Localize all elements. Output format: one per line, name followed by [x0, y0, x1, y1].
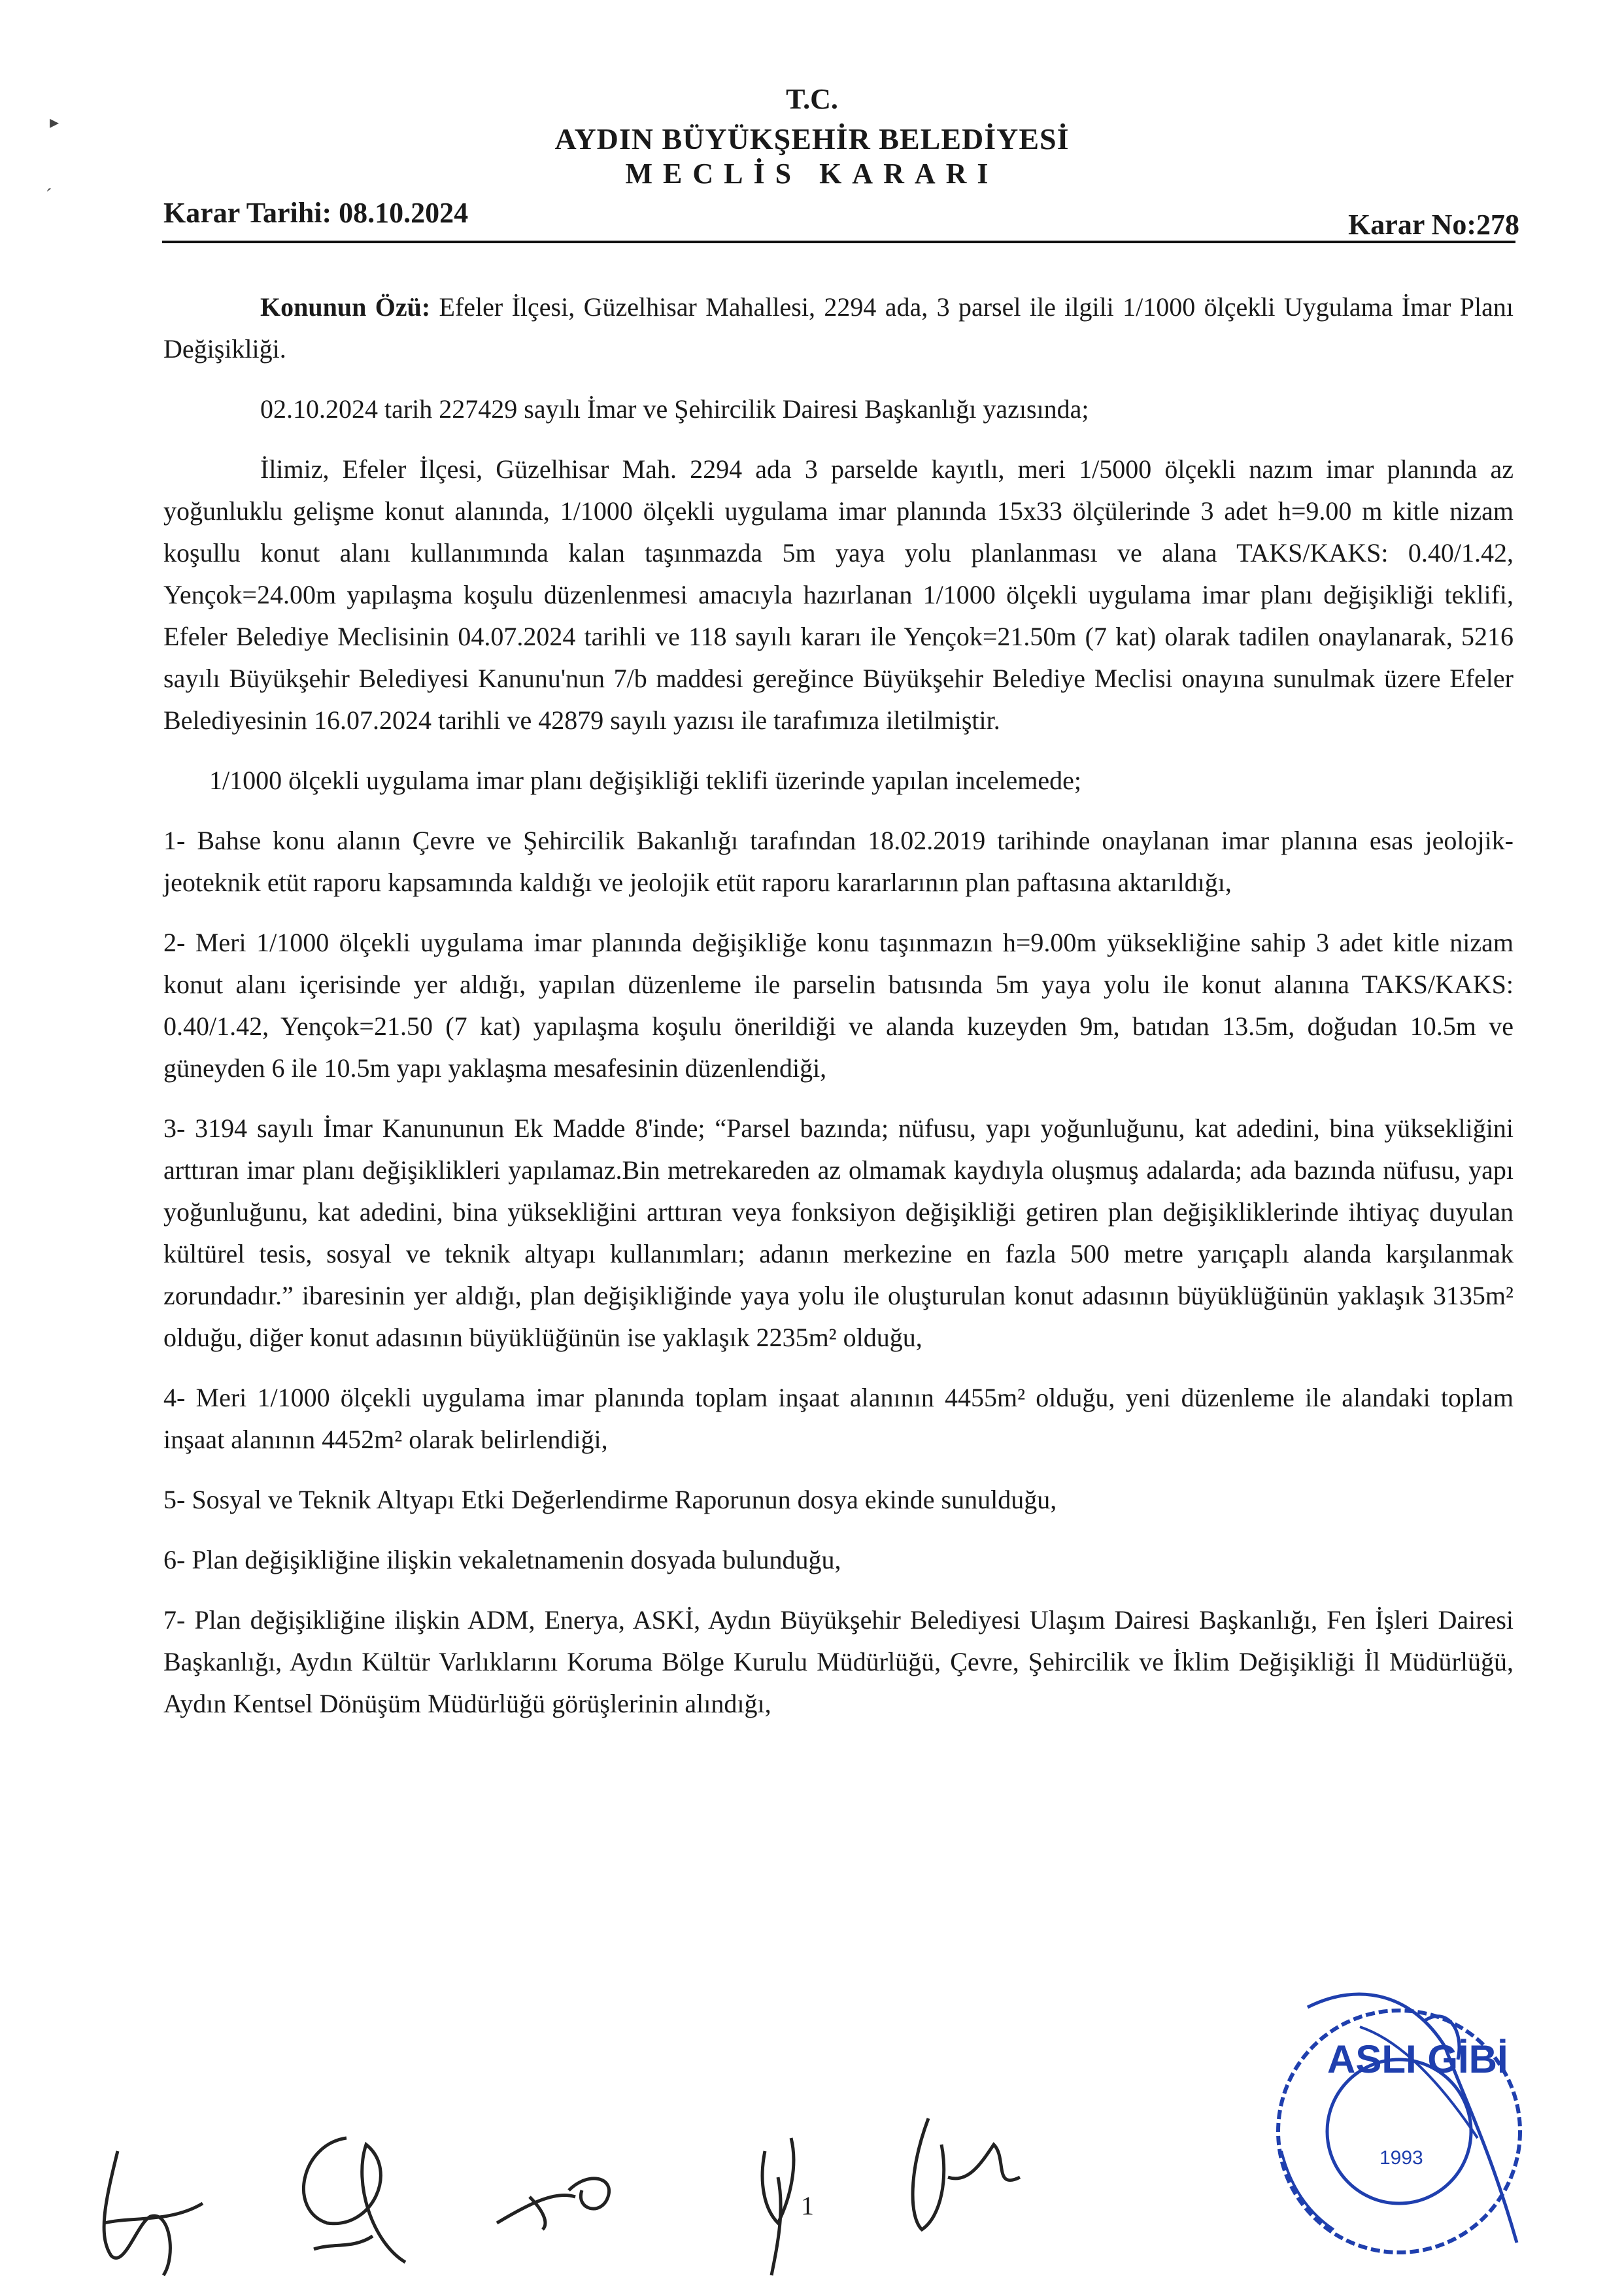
signature-3 [490, 2151, 621, 2243]
header-document-type: MECLİS KARARI [625, 158, 999, 190]
margin-marks: ▸ ˊ [46, 112, 59, 206]
list-item: 7- Plan değişikliğine ilişkin ADM, Enerya, ASKİ, Aydın Büyükşehir Belediyesi Ulaşım Dairesi Başkanlığı, Fen İşleri Dairesi Başkanlığı, Aydın Kültür Varlıklarını Koruma Bölge Kurulu Müdürlüğü, Çevre, Şehircilik ve İklim Değişikliği İl Müdürlüğü, Aydın Kentsel Dönüşüm Müdürlüğü görüşlerinin alındığı, [163, 1605, 1514, 1718]
page-number: 1 [801, 2191, 814, 2220]
decision-date: Karar Tarihi: 08.10.2024 [163, 197, 469, 229]
document-body [163, 286, 1514, 1743]
main-paragraph: İlimiz, Efeler İlçesi, Güzelhisar Mah. 2294 ada 3 parselde kayıtlı, meri 1/5000 ölçekli nazım imar planında az yoğunluklu gelişme konut alanında, 1/1000 ölçekli uygulama imar planında 15x33 ölçülerinde 3 adet h=9.00 m kitle nizam koşullu konut alanı kullanımında kalan taşınmazda 5m yaya yolu planlanması ve alana TAKS/KAKS: 0.40/1.42, Yençok=24.00m yapılaşma koşulu düzenlenmesi amacıyla hazırlanan 1/1000 ölçekli uygulama imar planı değişikliği teklifi, Efeler Belediye Meclisinin 04.07.2024 tarihli ve 118 sayılı kararı ile Yençok=21.50m (7 kat) olarak tadilen onaylanarak, 5216 sayılı Büyükşehir Belediyesi Kanunu'nun 7/b maddesi gereğince Büyükşehir Belediye Meclisi onayına sunulmak üzere Efeler Belediyesinin 16.07.2024 tarihli ve 42879 sayılı yazısı ile tarafımıza iletilmiştir. [163, 454, 1514, 735]
decision-number: Karar No:278 [1348, 209, 1519, 241]
signature-2 [275, 2118, 425, 2275]
subject-paragraph [163, 286, 1514, 370]
subject-label: Konunun Özü: [260, 292, 431, 322]
svg-text:1993: 1993 [1379, 2147, 1423, 2169]
signature-1 [78, 2125, 222, 2282]
signature-5 [896, 2105, 1026, 2249]
subject-text: Efeler İlçesi, Güzelhisar Mahallesi, 2294 ada, 3 parsel ile ilgili 1/1000 ölçekli Uygulama İmar Planı Değişikliği. [163, 292, 1514, 364]
header-divider [162, 241, 1515, 243]
stamp-signature-name: ASLI GİBİ [1327, 2037, 1508, 2081]
header-tc: T.C. [786, 83, 838, 115]
list-item: 3- 3194 sayılı İmar Kanununun Ek Madde 8'inde; “Parsel bazında; nüfusu, yapı yoğunluğunu, kat adedini, bina yüksekliğini arttıran imar planı değişiklikleri yapılamaz.Bin metrekareden az olmamak kaydıyla oluşmuş adalarda; ada bazında nüfusu, yapı yoğunluğunu, kat adedini, bina yüksekliğini arttıran veya fonksiyon değişikliği getiren plan değişikliklerinde ihtiyaç duyulan kültürel tesis, sosyal ve teknik altyapı kullanımları; adanın merkezine en fazla 500 metre yarıçaplı alanda karşılanmak zorundadır.” ibaresinin yer aldığı, plan değişikliğinde yaya yolu ile oluşturulan konut adasının büyüklüğünün yaklaşık 3135m² olduğu, diğer konut adasının büyüklüğünün ise yaklaşık 2235m² olduğu, [163, 1113, 1514, 1352]
official-stamp [1229, 1968, 1543, 2275]
list-item: 5- Sosyal ve Teknik Altyapı Etki Değerlendirme Raporunun dosya ekinde sunulduğu, [163, 1485, 1057, 1514]
header-organization: AYDIN BÜYÜKŞEHİR BELEDİYESİ [554, 122, 1070, 156]
list-item: 2- Meri 1/1000 ölçekli uygulama imar planında değişikliğe konu taşınmazın h=9.00m yüksekliğine sahip 3 adet kitle nizam konut alanı içerisinde yer aldığı, yapılan düzenleme ile parselin batısında 5m yaya yolu ile konut alanına TAKS/KAKS: 0.40/1.42, Yençok=21.50 (7 kat) yapılaşma koşulu önerildiği ve alanda kuzeyden 9m, batıdan 13.5m, doğudan 10.5m ve güneyden 6 ile 10.5m yapı yaklaşma mesafesinin düzenlendiği, [163, 928, 1514, 1083]
list-item: 1- Bahse konu alanın Çevre ve Şehircilik Bakanlığı tarafından 18.02.2019 tarihinde onaylanan imar planına esas jeolojik-jeoteknik etüt raporu kapsamında kaldığı ve jeolojik etüt raporu kararlarının plan paftasına aktarıldığı, [163, 826, 1514, 897]
list-item: 4- Meri 1/1000 ölçekli uygulama imar planında toplam inşaat alanının 4455m² olduğu, yeni düzenleme ile alandaki toplam inşaat alanının 4452m² olarak belirlendiği, [163, 1383, 1514, 1454]
review-intro: 1/1000 ölçekli uygulama imar planı değişikliği teklifi üzerinde yapılan incelemede; [209, 766, 1082, 795]
intro-paragraph: 02.10.2024 tarih 227429 sayılı İmar ve Şehircilik Dairesi Başkanlığı yazısında; [260, 394, 1089, 424]
list-item: 6- Plan değişikliğine ilişkin vekaletnamenin dosyada bulunduğu, [163, 1545, 841, 1574]
